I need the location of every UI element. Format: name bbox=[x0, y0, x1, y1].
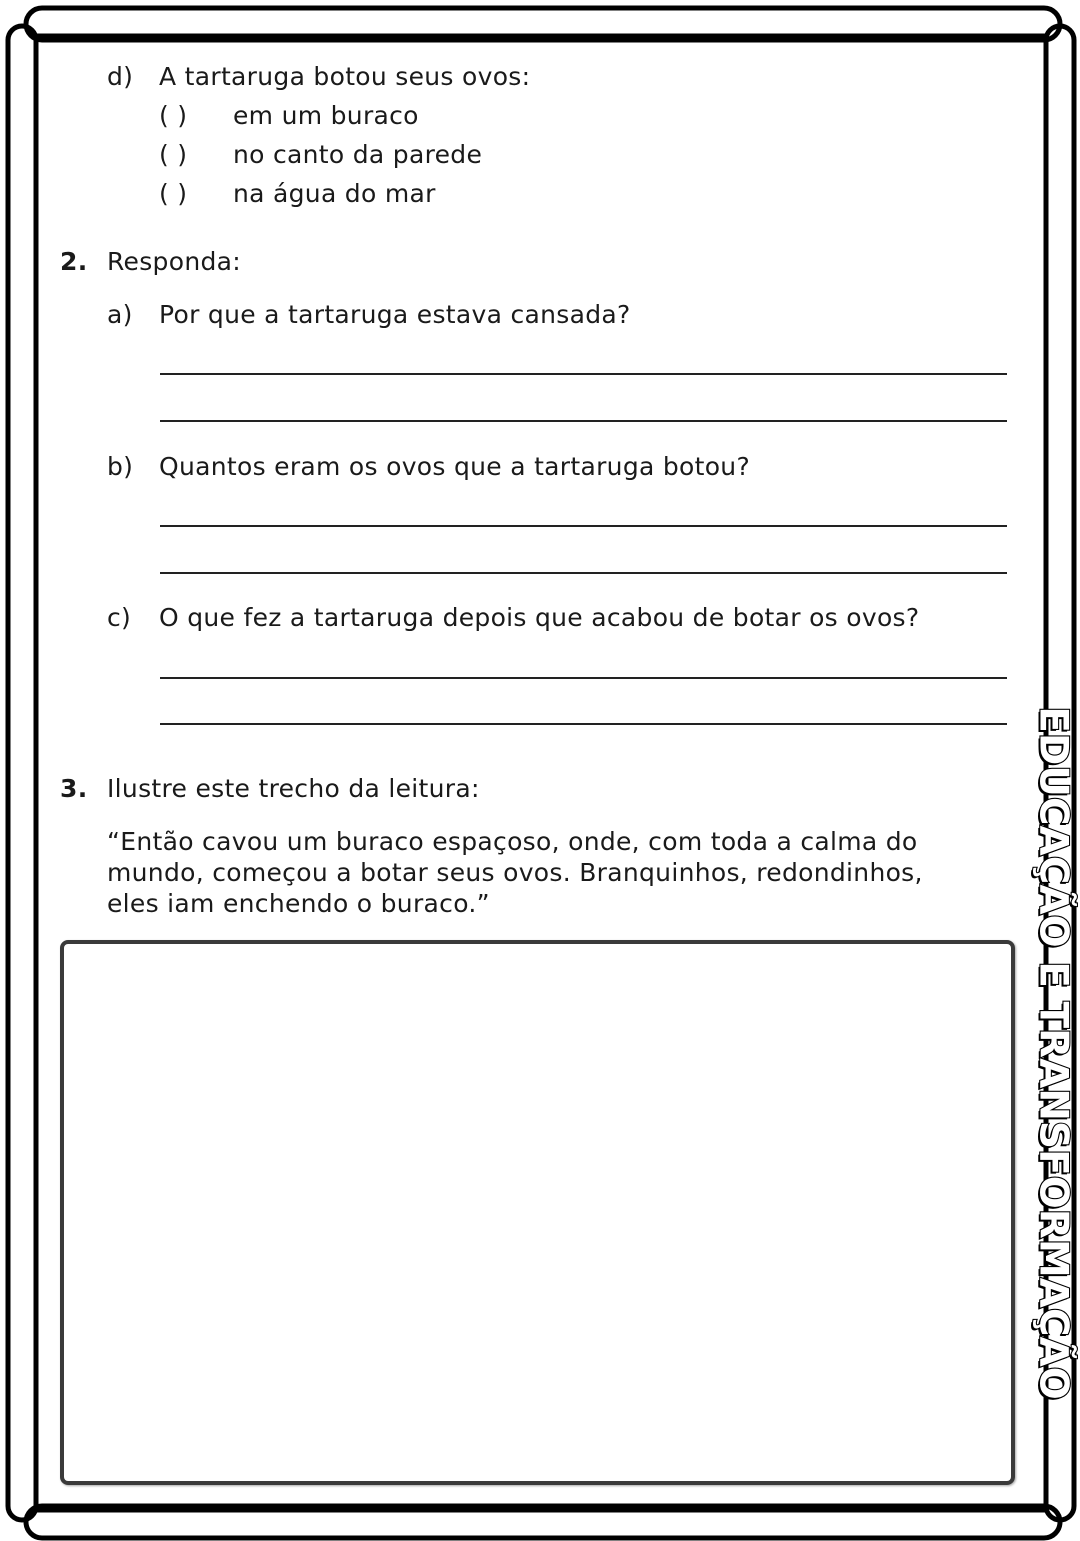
q2b-answer-line-2[interactable] bbox=[160, 572, 1007, 574]
q2-title: Responda: bbox=[107, 247, 241, 276]
q1d-option-2-text: no canto da parede bbox=[233, 140, 483, 169]
q3-quote-line-1: “Então cavou um buraco espaçoso, onde, com toda a calma do bbox=[107, 827, 918, 856]
q2a-text: Por que a tartaruga estava cansada? bbox=[159, 300, 631, 329]
q3-number: 3. bbox=[60, 774, 88, 803]
q2c-label: c) bbox=[107, 603, 132, 632]
q3-quote bbox=[107, 826, 1007, 919]
q2b-text: Quantos eram os ovos que a tartaruga botou? bbox=[159, 452, 751, 481]
q1d-option-3-checkbox[interactable]: ( ) bbox=[159, 179, 188, 208]
q1d-option-1-checkbox[interactable]: ( ) bbox=[159, 101, 188, 130]
q3-quote-line-3: eles iam enchendo o buraco.” bbox=[107, 889, 490, 918]
q1d-option-2-checkbox[interactable]: ( ) bbox=[159, 140, 188, 169]
q2-number: 2. bbox=[60, 247, 88, 276]
q2c-answer-line-2[interactable] bbox=[160, 723, 1007, 725]
q1d-prompt: A tartaruga botou seus ovos: bbox=[159, 62, 531, 91]
illustration-box[interactable] bbox=[60, 940, 1015, 1485]
q2c-text: O que fez a tartaruga depois que acabou de botar os ovos? bbox=[159, 603, 920, 632]
q2a-answer-line-2[interactable] bbox=[160, 420, 1007, 422]
q2c-answer-line-1[interactable] bbox=[160, 677, 1007, 679]
watermark-text: EDUCAÇÃO E TRANSFORMAÇÃO bbox=[1030, 706, 1076, 1400]
q1d-option-3-text: na água do mar bbox=[233, 179, 436, 208]
q2b-answer-line-1[interactable] bbox=[160, 525, 1007, 527]
q1d-label: d) bbox=[107, 62, 134, 91]
q3-title: Ilustre este trecho da leitura: bbox=[107, 774, 480, 803]
q3-quote-line-2: mundo, começou a botar seus ovos. Branquinhos, redondinhos, bbox=[107, 858, 923, 887]
q2a-label: a) bbox=[107, 300, 133, 329]
q2b-label: b) bbox=[107, 452, 134, 481]
q1d-option-1-text: em um buraco bbox=[233, 101, 419, 130]
q2a-answer-line-1[interactable] bbox=[160, 373, 1007, 375]
